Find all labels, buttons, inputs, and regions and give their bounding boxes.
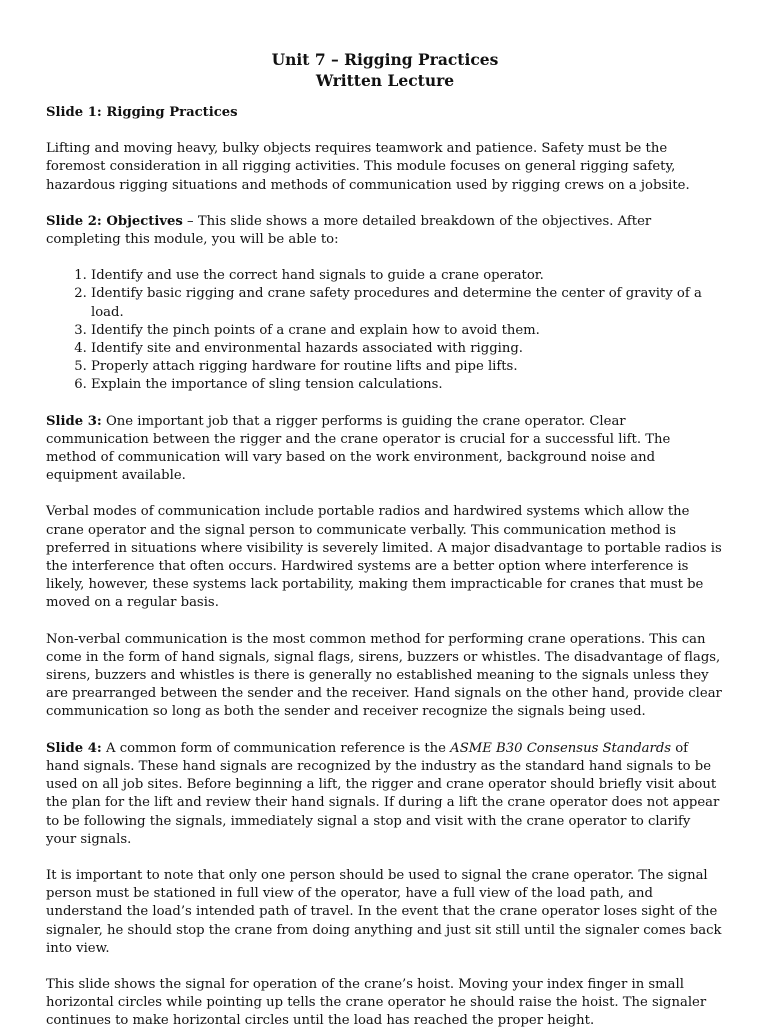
objective-item: 4. Identify site and environmental hazards associated with rigging. <box>91 340 724 358</box>
objective-item: 3. Identify the pinch points of a crane and explain how to avoid them. <box>91 322 724 340</box>
slide1-heading: Slide 1: Rigging Practices <box>46 105 238 120</box>
slide4-paragraph-3: This slide shows the signal for operation of the crane’s hoist. Moving your index finger in small horizontal circles while pointing up tells the crane operator he should raise the hoist. The signaler continues to make horizontal circles until the load has reached the proper height. <box>46 976 707 1029</box>
objective-item: 6. Explain the importance of sling tension calculations. <box>91 376 724 394</box>
slide3-text-1: One important job that a rigger performs is guiding the crane operator. Clear communication between the rigger and the crane operator is crucial for a successful lift. The method of communication will vary based on the work environment, background noise and equipment available. <box>46 413 671 484</box>
document-title <box>46 49 724 91</box>
objectives-list <box>46 267 724 394</box>
slide2-intro: – This slide shows a more detailed breakdown of the objectives. After completing this module, you will be able to: <box>46 213 652 248</box>
slide3-paragraph-2: Verbal modes of communication include portable radios and hardwired systems which allow the crane operator and the signal person to communicate verbally. This communication method is preferred in situations where visibility is severely limited. A major disadvantage to portable radios is the interference that often occurs. Hardwired systems are a better option where interference is likely, however, these systems lack portability, making them impracticable for cranes that must be moved on a regular basis. <box>46 504 722 611</box>
slide4-text-after: of hand signals. These hand signals are recognized by the industry as the standard hand signals to be used on all job sites. Before beginning a lift, the rigger and crane operator should briefly visit about the plan for the lift and review their hand signals. If during a lift the crane operator does not appear to be following the signals, immediately signal a stop and visit with the crane operator to clarify your signals. <box>46 740 720 847</box>
title-line-unit: Unit 7 – Rigging Practices <box>271 50 499 69</box>
slide3-paragraph-3: Non-verbal communication is the most common method for performing crane operations. This can come in the form of hand signals, signal flags, sirens, buzzers or whistles. The disadvantage of flags, sirens, buzzers and whistles is there is generally no established meaning to the signals unless they are prearranged between the sender and the receiver. Hand signals on the other hand, provide clear communication so long as both the sender and receiver recognize the signals being used. <box>46 631 722 720</box>
asme-standard-reference: ASME B30 Consensus Standards <box>450 740 672 756</box>
slide2-paragraph <box>46 213 724 249</box>
slide4-text-before: A common form of communication reference is the <box>101 740 451 756</box>
slide1-body: Lifting and moving heavy, bulky objects requires teamwork and patience. Safety must be the foremost consideration in all rigging activities. This module focuses on general rigging safety, hazardous rigging situations and methods of communication used by rigging crews on a jobsite. <box>46 141 690 193</box>
slide2-heading: Slide 2: Objectives <box>46 213 183 229</box>
slide3-heading: Slide 3: <box>46 413 102 429</box>
slide3-paragraph-1 <box>46 413 724 486</box>
slide4-paragraph-1 <box>46 740 724 849</box>
objective-item: 1. Identify and use the correct hand signals to guide a crane operator. <box>91 267 724 285</box>
objective-item: 5. Properly attach rigging hardware for routine lifts and pipe lifts. <box>91 358 724 376</box>
title-line-subtitle: Written Lecture <box>315 71 455 90</box>
objective-item: 2. Identify basic rigging and crane safety procedures and determine the center of gravity of a load. <box>91 285 724 321</box>
slide4-paragraph-2: It is important to note that only one person should be used to signal the crane operator. The signal person must be stationed in full view of the operator, have a full view of the load path, and understand the load’s intended path of travel. In the event that the crane operator loses sight of the signaler, he should stop the crane from doing anything and just sit still until the signaler comes back into view. <box>46 867 722 956</box>
slide4-heading: Slide 4: <box>46 740 102 756</box>
